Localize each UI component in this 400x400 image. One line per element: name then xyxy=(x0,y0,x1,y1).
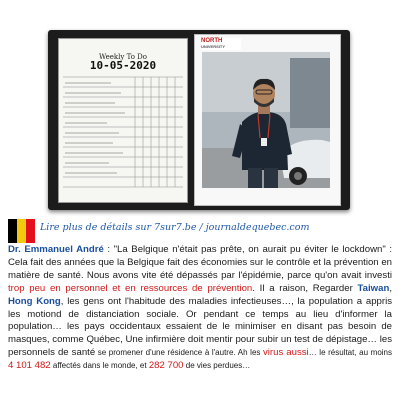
highlight-virus: virus aussi xyxy=(263,347,309,359)
photo-banner-title: NORTH xyxy=(201,38,223,44)
highlight-taiwan: Taiwan xyxy=(357,282,390,294)
deaths-count: 282 700 xyxy=(148,360,184,372)
source-separator: / xyxy=(196,222,206,233)
article-comma: , xyxy=(389,282,392,294)
photo-banner xyxy=(201,38,241,50)
highlight-prevention: trop peu en personnel et en ressources de prévention xyxy=(8,282,253,294)
todo-sheet xyxy=(58,38,188,203)
source-link-7sur7[interactable]: 7sur7.be xyxy=(154,222,197,233)
flag-stripe-yellow xyxy=(17,219,26,243)
todo-sheet-date: 10-05-2020 xyxy=(89,59,157,72)
article-sentence-7: de vies perdues… xyxy=(183,361,251,371)
source-links xyxy=(40,222,309,233)
article-sentence-5: … le résultat, au moins xyxy=(308,348,393,358)
photo-banner-subtitle: UNIVERSITY xyxy=(201,44,226,49)
doctor-photo-illustration xyxy=(202,52,330,188)
article-sentence-6: affectés dans le monde, et xyxy=(50,361,149,371)
article-sentence-3: , les gens ont l'habitude des maladies infectieuses…, la population a appris les motiond de distanciation sociale. Or pendant ce temps au lieu d'informer la population… les pays occidentaux essaient de le minimiser en disant pas besoin de masques, comme Québec, Une infirmière doit mentir pour subir un test de dépistage… les personnels de santé xyxy=(8,295,392,359)
source-link-journaldequebec[interactable]: journaldequebec.com xyxy=(205,222,310,233)
article-text xyxy=(8,244,392,373)
todo-sheet-title: Weekly To Do xyxy=(99,53,147,61)
flag-stripe-black xyxy=(8,219,17,243)
doctor-photo xyxy=(202,52,330,188)
source-prefix: Lire plus de détails sur xyxy=(40,222,155,233)
flag-stripe-red xyxy=(26,219,35,243)
article-sentence-2: . Il a raison, Regarder xyxy=(252,282,358,294)
todo-grid xyxy=(63,75,183,195)
article-sentence-4: se promener d'une résidence à l'autre. Ah les xyxy=(95,348,263,358)
highlight-hong-kong: Hong Kong xyxy=(8,295,61,307)
cases-count: 4 101 482 xyxy=(8,360,51,372)
author-name: Dr. Emmanuel André xyxy=(8,244,104,255)
article-sentence-1: : "La Belgique n'était pas prête, on aurait pu éviter le lockdown" : Cela fait des années que la Belgique fait des économies sur le contrôle et la prévention en matière de santé. Nous avons vite été dépassés par l'épidémie, parce qu'on avait investi xyxy=(8,244,392,281)
belgian-flag-icon xyxy=(8,219,35,243)
